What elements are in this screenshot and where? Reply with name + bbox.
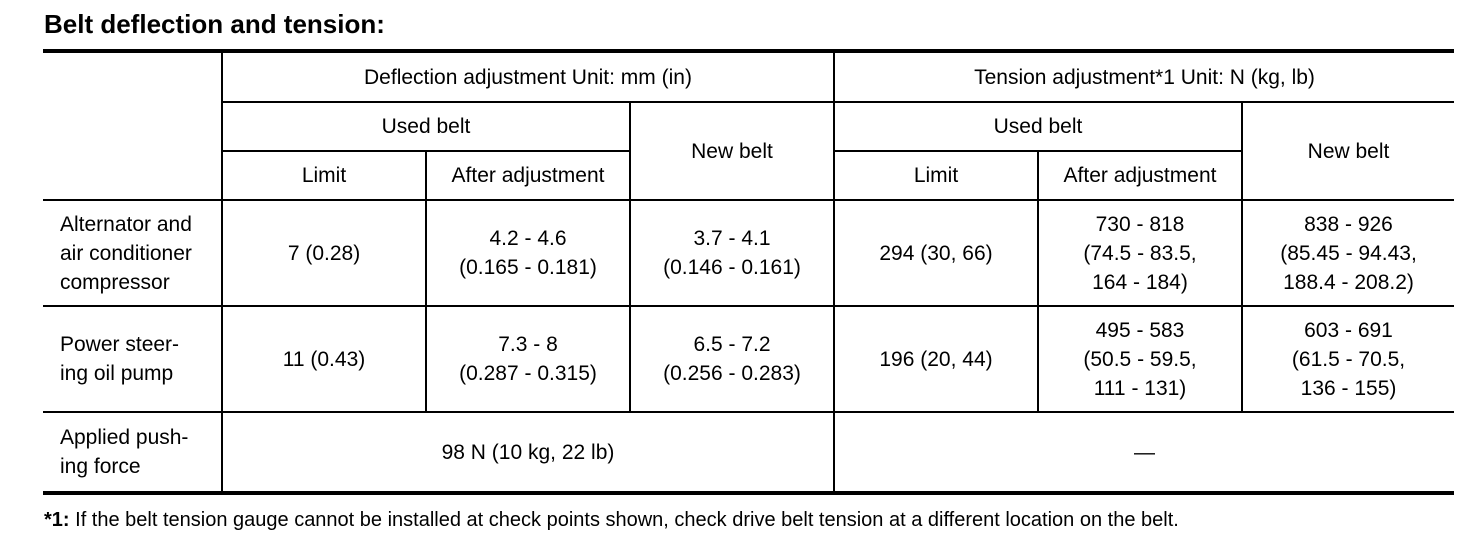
deflection-new-belt-header: New belt xyxy=(630,102,834,200)
cell-tension-new: 838 - 926 (85.45 - 94.43, 188.4 - 208.2) xyxy=(1242,200,1454,306)
cell-deflection-new: 3.7 - 4.1 (0.146 - 0.161) xyxy=(630,200,834,306)
tension-new-belt-header: New belt xyxy=(1242,102,1454,200)
cell-deflection-used-limit: 7 (0.28) xyxy=(222,200,426,306)
row-label-alternator: Alternator and air conditioner compressor xyxy=(43,200,222,306)
cell-tension-used-after: 730 - 818 (74.5 - 83.5, 164 - 184) xyxy=(1038,200,1242,306)
page-title: Belt deflection and tension: xyxy=(44,9,385,39)
header-row-1 xyxy=(43,51,1454,102)
table-row xyxy=(43,306,1454,412)
cell-deflection-used-after: 4.2 - 4.6 (0.165 - 0.181) xyxy=(426,200,630,306)
row-label-pushing-force: Applied push- ing force xyxy=(43,412,222,493)
table-row xyxy=(43,200,1454,306)
footnote-mark: *1: xyxy=(44,509,70,531)
deflection-used-belt-header: Used belt xyxy=(222,102,630,151)
row-label-power-steering: Power steer- ing oil pump xyxy=(43,306,222,412)
tension-used-belt-header: Used belt xyxy=(834,102,1242,151)
cell-tension-new: 603 - 691 (61.5 - 70.5, 136 - 155) xyxy=(1242,306,1454,412)
cell-deflection-used-after: 7.3 - 8 (0.287 - 0.315) xyxy=(426,306,630,412)
cell-tension-used-after: 495 - 583 (50.5 - 59.5, 111 - 131) xyxy=(1038,306,1242,412)
cell-tension-used-limit: 294 (30, 66) xyxy=(834,200,1038,306)
header-row-2 xyxy=(43,102,1454,151)
footnote-text: If the belt tension gauge cannot be installed at check points shown, check drive belt tension at a different location on the belt. xyxy=(69,509,1179,531)
table-row xyxy=(43,412,1454,493)
tension-after-adjustment-header: After adjustment xyxy=(1038,151,1242,200)
footnote xyxy=(44,506,1179,534)
belt-spec-table xyxy=(43,49,1454,495)
deflection-header: Deflection adjustment Unit: mm (in) xyxy=(222,51,834,102)
deflection-limit-header: Limit xyxy=(222,151,426,200)
cell-pushing-force-deflection: 98 N (10 kg, 22 lb) xyxy=(222,412,834,493)
cell-tension-used-limit: 196 (20, 44) xyxy=(834,306,1038,412)
cell-deflection-used-limit: 11 (0.43) xyxy=(222,306,426,412)
tension-header: Tension adjustment*1 Unit: N (kg, lb) xyxy=(834,51,1454,102)
corner-cell xyxy=(43,51,222,200)
cell-pushing-force-tension: — xyxy=(834,412,1454,493)
cell-deflection-new: 6.5 - 7.2 (0.256 - 0.283) xyxy=(630,306,834,412)
deflection-after-adjustment-header: After adjustment xyxy=(426,151,630,200)
tension-limit-header: Limit xyxy=(834,151,1038,200)
